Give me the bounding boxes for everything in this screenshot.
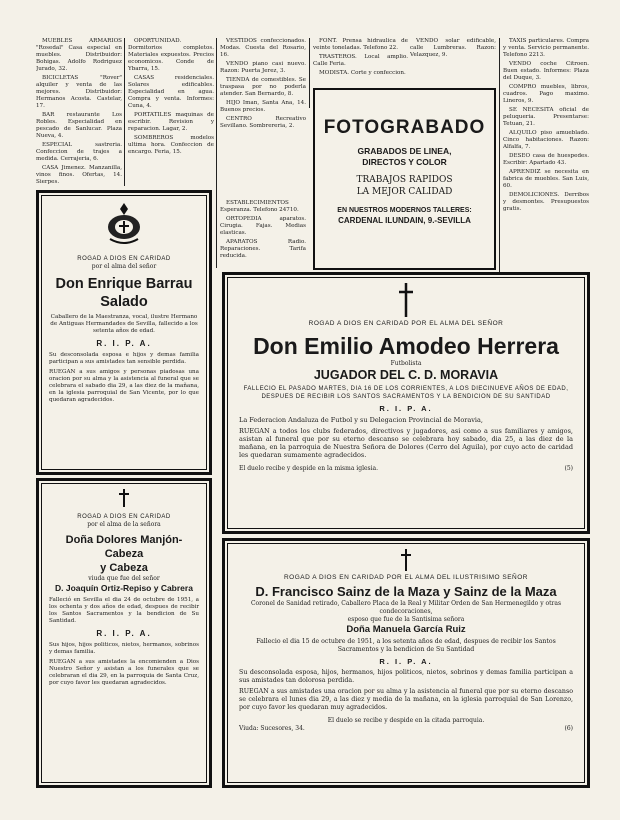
obit3-body2: RUEGAN a todos los clubs federados, directivos y jugadores, asi como a sus familiares y amigos, asistan al funeral que por su eterno descanso se celebrara hoy sabado, dia 25, a las diez de la mañana, en la parroquia de Nuestra Señora de Dolores (Cerro del Aguila), por cuyo acto de caridad les quedaran sumamente agradecidos. (239, 427, 573, 459)
obit1-header: ROGAD A DIOS EN CARIDAD (77, 256, 171, 262)
obit3-body1: La Federacion Andaluza de Futbol y su Delegacion Provincial de Moravia, (239, 416, 483, 424)
obit2-body2: RUEGAN a sus amistades la encomienden a Dios Nuestro Señor y asistan a los funerales que se celebraran el dia 29, en la parroquia de Santa Cruz, por cuyo favor les quedaran agradecidos. (49, 659, 199, 686)
classified-item: OPORTUNIDAD. Dormitorios completos. Materiales expuestos. Precios economicos. Conde de Ybarra, 15. (128, 38, 214, 72)
classified-item: SE NECESITA oficial de peluqueria. Presentarse: Tetuan, 21. (503, 107, 589, 127)
obituary-barrau (36, 190, 212, 475)
obit4-spouse-intro: esposo que fue de la Santisima señora (347, 616, 465, 623)
cross-emblem-icon (104, 201, 144, 247)
obit3-ripa: R. I. P. A. (379, 404, 433, 413)
obit4-ripa: R. I. P. A. (379, 657, 433, 666)
classified-item: BAR restaurante Los Robles. Especialidad en pescado de Sanlucar. Plaza Nueva, 4. (36, 112, 122, 139)
small-ads-mid (220, 200, 306, 268)
obit1-name1: Don Enrique Barrau (55, 276, 193, 292)
classified-item: CASA Jimenez. Manzanilla, vinos finos. Ofertas, 14. Sierpes. (36, 165, 122, 184)
obit1-for: por el alma del señor (91, 263, 157, 270)
obit2-body1: Sus hijos, hijos politicos, nietos, hermanos, sobrinos y demas familia. (49, 642, 199, 655)
classifieds-col1 (36, 38, 122, 184)
classified-item: VENDO coche Citroen. Buen estado. Informes: Plaza del Duque, 3. (503, 61, 589, 81)
obit4-header: ROGAD A DIOS EN CARIDAD POR EL ALMA DEL ILUSTRISIMO SEÑOR (283, 574, 528, 581)
classifieds-col5-top (410, 38, 496, 88)
obit2-header: ROGAD A DIOS EN CARIDAD (77, 514, 171, 520)
obit4-spouse: Doña Manuela García Ruiz (346, 624, 466, 635)
obit4-death: Fallecio el dia 15 de octubre de 1951, a los setenta años de edad, despues de recibir los Santos Sacramentos y la bendicion de Su Santidad (256, 638, 556, 653)
classified-item: MODISTA. Corte y confeccion. (319, 70, 406, 76)
classifieds-col3 (220, 38, 306, 198)
obit2-spouse: D. Joaquín Ortiz-Repiso y Cabrera (55, 583, 193, 593)
classified-item: ALQUILO piso amueblado. Cinco habitaciones. Razon: Alfalfa, 7. (503, 130, 589, 150)
classified-item: APRENDIZ se necesita en fabrica de muebles. San Luis, 60. (503, 169, 589, 189)
classified-item: FONT. Prensa hidraulica de veinte toneladas. Telefono 22. (313, 38, 408, 51)
classified-item: DEMOLICIONES. Derribos y desmontes. Presupuestos gratis. (503, 192, 589, 212)
classified-item: ORTOPEDIA aparatos. Cirugia. Fajas. Medias elasticas. (220, 216, 306, 236)
obituary-sainz-de-la-maza (222, 538, 590, 788)
obit4-footer2: Viuda: Sucesores, 34. (239, 725, 305, 732)
obit4-footer1: El duelo se recibe y despide en la citada parroquia. (327, 717, 485, 724)
obit4-body1: Su desconsolada esposa, hijos, hermanos, hijos politicos, nietos, sobrinos y demas familia participan a sus amistades tan dolorosa perdida. (239, 669, 573, 684)
classified-item: BICICLETAS "Rover" alquiler y venta de las mejores. Distribuidor: Hermanos Acosta. Castelar, 17. (36, 75, 122, 109)
classified-item: VENDO piano casi nuevo. Razon: Puerta Jerez, 3. (220, 61, 306, 74)
obit4-name: D. Francisco Sainz de la Maza y Sainz de la Maza (255, 584, 557, 599)
classified-item: HIJO Iman, Santa Ana, 14. Buenos precios. (220, 100, 306, 113)
obit1-body2: RUEGAN a sus amigos y personas piadosas una oracion por su alma y la asistencia al funeral que se celebrara el sabado dia 29, a las diez de la mañana, en la iglesia parroquial de San Vicente, por lo que quedaran agradecidos. (49, 369, 199, 403)
classified-item: TRASTEROS. Local amplio. Calle Feria. (313, 54, 408, 67)
obit3-death: FALLECIO EL PASADO MARTES, DIA 16 DE LOS CORRIENTES, A LOS DIECINUEVE AÑOS DE EDAD, DESPUES DE RECIBIR LOS SANTOS SACRAMENTOS Y LA BENDICION DE SU SANTIDAD (243, 386, 569, 400)
obit3-header: ROGAD A DIOS EN CARIDAD POR EL ALMA DEL SEÑOR (308, 320, 504, 327)
fotograbado-line4: LA MEJOR CALIDAD (356, 187, 453, 197)
classified-item: CENTRO Recreativo Sevillano. Sombrereria, 2. (220, 116, 306, 129)
obit3-club: JUGADOR DEL C. D. MORAVIA (313, 368, 499, 382)
fotograbado-line5: EN NUESTROS MODERNOS TALLERES: (337, 207, 472, 214)
fotograbado-line6: CARDENAL ILUNDAIN, 9.-SEVILLA (338, 216, 471, 225)
obituary-manjon-cabeza (36, 478, 212, 788)
classified-item: TAXIS particulares. Compra y venta. Servicio permanente. Telefono 2213. (503, 38, 589, 58)
classified-item: VESTIDOS confeccionados. Modas. Cuesta del Rosario, 16. (220, 38, 306, 58)
obituary-amodeo (222, 272, 590, 534)
fotograbado-line1: GRABADOS DE LINEA, (357, 146, 452, 156)
classified-item: CASAS residenciales. Solares edificables. Especialidad en agua. Compra y venta. Informes: Cuna, 4. (128, 75, 214, 109)
fotograbado-ad (313, 88, 496, 270)
obit1-bio: Caballero de la Maestranza, vocal, ilustre Hermano de Antiguas Hermandades de Sevilla, fallecido a los setenta años de edad. (50, 314, 198, 334)
obit3-sub: Futbolista (390, 360, 422, 367)
obit3-footer: El duelo recibe y despide en la misma iglesia. (239, 465, 379, 472)
classified-item: COMPRO muebles, libros, cuadros. Pago maximo. Lineros, 9. (503, 84, 589, 104)
obit2-name2: y Cabeza (100, 562, 148, 574)
classified-item: MUEBLES ARMARIOS "Rosedal" Casa especial en muebles. Distribuidor: Bohigas. Adolfo Rodriguez Jurado, 32. (36, 38, 122, 72)
classifieds-col2 (128, 38, 214, 184)
classified-item: DESEO casa de huespedes. Escribir: Apartado 43. (503, 153, 589, 166)
obit3-name: Don Emilio Amodeo Herrera (253, 333, 559, 359)
classifieds-col6 (503, 38, 589, 286)
obit4-body2: RUEGAN a sus amistades una oracion por su alma y la asistencia al funeral que por su eterno descanso se celebrara el lunes dia 29, a las diez y media de la mañana, en la iglesia parroquial de San Lorenzo, por cuyo favor les quedaran muy agradecidos. (239, 688, 573, 711)
classified-item: SOMBREROS modelos ultima hora. Confeccion de encargo. Feria, 15. (128, 135, 214, 155)
fotograbado-line3: TRABAJOS RAPIDOS (356, 175, 453, 185)
fotograbado-title: FOTOGRABADO (323, 117, 486, 138)
obit4-ref: (6) (564, 725, 573, 732)
fotograbado-line2: DIRECTOS Y COLOR (362, 157, 447, 167)
obit2-bio: Falleció en Sevilla el dia 24 de octubre de 1951, a los ochenta y dos años de edad, despues de recibir los Santos Sacramentos y la bendicion de Su Santidad. (49, 597, 199, 624)
obit1-name2: Salado (100, 294, 148, 310)
classified-item: PORTATILES maquinas de escribir. Revision y reparacion. Lagar, 2. (128, 112, 214, 132)
cross-icon (398, 283, 414, 317)
classified-item: ESTABLECIMIENTOS Esperanza. Telefono 24710. (220, 200, 299, 213)
cross-icon (400, 549, 412, 571)
obit2-for: por el alma de la señora (87, 521, 161, 528)
obit4-rank: Coronel de Sanidad retirado, Caballero Placa de la Real y Militar Orden de San Hermenegildo y otras condecoraciones, (250, 600, 562, 615)
classified-item: VENDO solar edificable, calle Lumbreras. Razon: Velazquez, 9. (410, 38, 496, 58)
classifieds-col4-top (313, 38, 408, 88)
obit1-ripa: R. I. P. A. (96, 339, 152, 348)
classified-item: TIENDA de comestibles. Se traspasa por no poderla atender. San Bernardo, 8. (220, 77, 306, 97)
obit2-name1: Doña Dolores Manjón-Cabeza (65, 534, 183, 560)
classified-item: APARATOS Radio. Reparaciones. Tarifa reducida. (220, 239, 306, 259)
obit2-ripa: R. I. P. A. (96, 629, 152, 638)
classified-item: ESPECIAL sastreria. Confeccion de trajes a medida. Cerrajeria, 6. (36, 142, 122, 162)
cross-icon (118, 489, 130, 507)
obit2-widow: viuda que fue del señor (88, 575, 160, 582)
obit1-body1: Su desconsolada esposa e hijos y demas familia participan a sus amistades tan sensible perdida. (49, 352, 199, 365)
obit3-ref: (5) (564, 465, 573, 472)
